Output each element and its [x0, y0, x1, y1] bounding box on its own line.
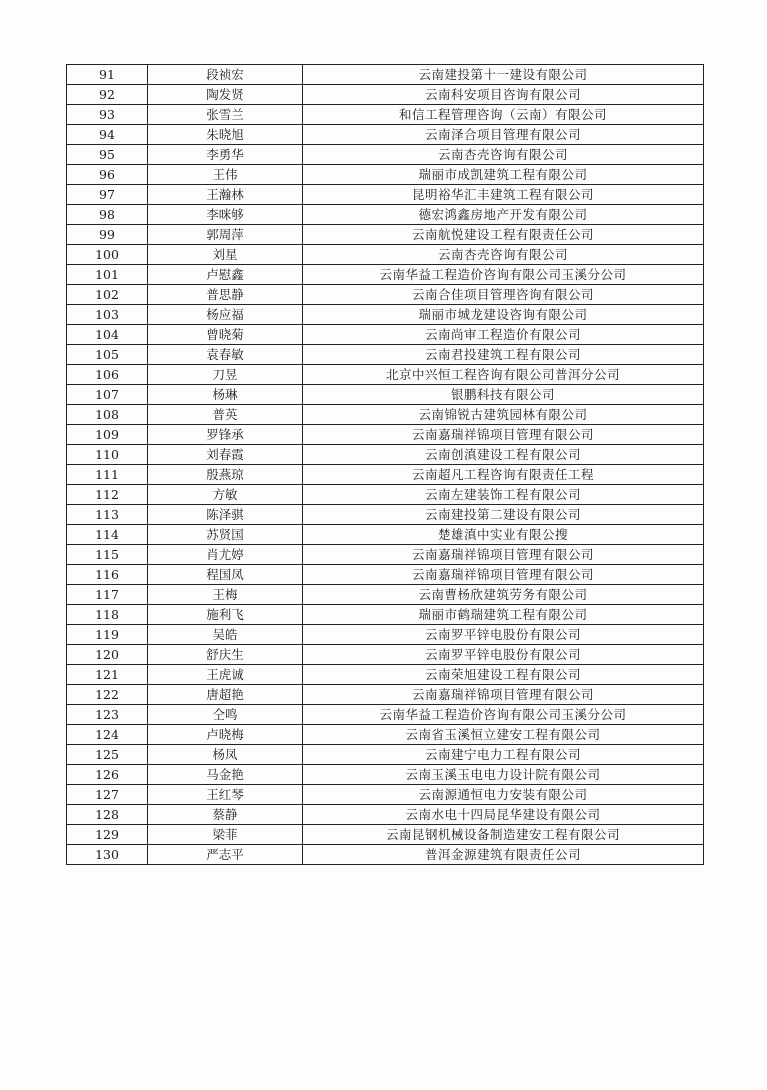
company-name-cell: 云南曹杨欣建筑劳务有限公司: [303, 585, 704, 605]
row-number-cell: 127: [67, 785, 148, 805]
company-name-cell: 云南省玉溪恒立建安工程有限公司: [303, 725, 704, 745]
table-row: [67, 365, 704, 385]
row-number-cell: 107: [67, 385, 148, 405]
table-row: [67, 265, 704, 285]
company-name-cell: 云南嘉瑞祥锦项目管理有限公司: [303, 565, 704, 585]
row-number-cell: 129: [67, 825, 148, 845]
person-name-cell: 马金艳: [148, 765, 303, 785]
table-row: [67, 405, 704, 425]
row-number-cell: 121: [67, 665, 148, 685]
company-name-cell: 和信工程管理咨询（云南）有限公司: [303, 105, 704, 125]
person-name-cell: 王瀚林: [148, 185, 303, 205]
company-name-cell: 云南源通恒电力安装有限公司: [303, 785, 704, 805]
person-name-cell: 朱晓旭: [148, 125, 303, 145]
company-name-cell: 云南华益工程造价咨询有限公司玉溪分公司: [303, 705, 704, 725]
table-row: [67, 305, 704, 325]
table-row: [67, 285, 704, 305]
person-name-cell: 杨应福: [148, 305, 303, 325]
row-number-cell: 96: [67, 165, 148, 185]
company-name-cell: 云南尚审工程造价有限公司: [303, 325, 704, 345]
company-name-cell: 昆明裕华汇丰建筑工程有限公司: [303, 185, 704, 205]
company-name-cell: 楚雄滇中实业有限公搜: [303, 525, 704, 545]
company-name-cell: 云南左建装饰工程有限公司: [303, 485, 704, 505]
personnel-table-body: [67, 65, 704, 865]
table-row: [67, 145, 704, 165]
row-number-cell: 125: [67, 745, 148, 765]
row-number-cell: 128: [67, 805, 148, 825]
person-name-cell: 刀昱: [148, 365, 303, 385]
person-name-cell: 刘星: [148, 245, 303, 265]
table-row: [67, 685, 704, 705]
company-name-cell: 瑞丽市成凯建筑工程有限公司: [303, 165, 704, 185]
table-row: [67, 805, 704, 825]
company-name-cell: 云南罗平锌电股份有限公司: [303, 645, 704, 665]
table-row: [67, 645, 704, 665]
company-name-cell: 云南锦锐古建筑园林有限公司: [303, 405, 704, 425]
table-row: [67, 125, 704, 145]
table-row: [67, 505, 704, 525]
person-name-cell: 梁菲: [148, 825, 303, 845]
table-row: [67, 65, 704, 85]
row-number-cell: 94: [67, 125, 148, 145]
row-number-cell: 119: [67, 625, 148, 645]
person-name-cell: 王虎诚: [148, 665, 303, 685]
table-row: [67, 545, 704, 565]
company-name-cell: 云南杏壳咨询有限公司: [303, 245, 704, 265]
table-row: [67, 465, 704, 485]
row-number-cell: 104: [67, 325, 148, 345]
table-row: [67, 585, 704, 605]
person-name-cell: 段祯宏: [148, 65, 303, 85]
row-number-cell: 92: [67, 85, 148, 105]
company-name-cell: 云南君投建筑工程有限公司: [303, 345, 704, 365]
company-name-cell: 云南创滇建设工程有限公司: [303, 445, 704, 465]
table-row: [67, 385, 704, 405]
table-row: [67, 225, 704, 245]
company-name-cell: 云南建宁电力工程有限公司: [303, 745, 704, 765]
row-number-cell: 109: [67, 425, 148, 445]
company-name-cell: 云南嘉瑞祥锦项目管理有限公司: [303, 685, 704, 705]
table-row: [67, 425, 704, 445]
company-name-cell: 云南水电十四局昆华建设有限公司: [303, 805, 704, 825]
company-name-cell: 瑞丽市城龙建设咨询有限公司: [303, 305, 704, 325]
table-row: [67, 705, 704, 725]
person-name-cell: 李咪够: [148, 205, 303, 225]
person-name-cell: 肖尤婷: [148, 545, 303, 565]
row-number-cell: 101: [67, 265, 148, 285]
person-name-cell: 蔡静: [148, 805, 303, 825]
row-number-cell: 123: [67, 705, 148, 725]
row-number-cell: 100: [67, 245, 148, 265]
row-number-cell: 126: [67, 765, 148, 785]
table-row: [67, 765, 704, 785]
row-number-cell: 97: [67, 185, 148, 205]
row-number-cell: 99: [67, 225, 148, 245]
company-name-cell: 云南航悦建设工程有限责任公司: [303, 225, 704, 245]
person-name-cell: 张雪兰: [148, 105, 303, 125]
company-name-cell: 北京中兴恒工程咨询有限公司普洱分公司: [303, 365, 704, 385]
person-name-cell: 王红琴: [148, 785, 303, 805]
row-number-cell: 112: [67, 485, 148, 505]
person-name-cell: 刘春霞: [148, 445, 303, 465]
person-name-cell: 唐超艳: [148, 685, 303, 705]
table-row: [67, 485, 704, 505]
row-number-cell: 108: [67, 405, 148, 425]
person-name-cell: 郭周萍: [148, 225, 303, 245]
row-number-cell: 93: [67, 105, 148, 125]
company-name-cell: 云南科安项目咨询有限公司: [303, 85, 704, 105]
table-row: [67, 825, 704, 845]
company-name-cell: 银鹏科技有限公司: [303, 385, 704, 405]
person-name-cell: 仝鸣: [148, 705, 303, 725]
person-name-cell: 陈泽骐: [148, 505, 303, 525]
company-name-cell: 德宏鸿鑫房地产开发有限公司: [303, 205, 704, 225]
company-name-cell: 云南罗平锌电股份有限公司: [303, 625, 704, 645]
person-name-cell: 杨凤: [148, 745, 303, 765]
company-name-cell: 云南泽合项目管理有限公司: [303, 125, 704, 145]
table-row: [67, 105, 704, 125]
person-name-cell: 普英: [148, 405, 303, 425]
row-number-cell: 117: [67, 585, 148, 605]
table-row: [67, 665, 704, 685]
table-row: [67, 345, 704, 365]
person-name-cell: 李勇华: [148, 145, 303, 165]
company-name-cell: 云南玉溪玉电电力设计院有限公司: [303, 765, 704, 785]
company-name-cell: 云南合佳项目管理咨询有限公司: [303, 285, 704, 305]
person-name-cell: 曾晓菊: [148, 325, 303, 345]
company-name-cell: 云南嘉瑞祥锦项目管理有限公司: [303, 545, 704, 565]
company-name-cell: 云南嘉瑞祥锦项目管理有限公司: [303, 425, 704, 445]
person-name-cell: 卢慰鑫: [148, 265, 303, 285]
person-name-cell: 王梅: [148, 585, 303, 605]
row-number-cell: 103: [67, 305, 148, 325]
company-name-cell: 瑞丽市鹤瑞建筑工程有限公司: [303, 605, 704, 625]
table-row: [67, 745, 704, 765]
row-number-cell: 98: [67, 205, 148, 225]
company-name-cell: 云南华益工程造价咨询有限公司玉溪分公司: [303, 265, 704, 285]
company-name-cell: 云南建投第十一建设有限公司: [303, 65, 704, 85]
row-number-cell: 95: [67, 145, 148, 165]
row-number-cell: 111: [67, 465, 148, 485]
table-row: [67, 625, 704, 645]
person-name-cell: 施利飞: [148, 605, 303, 625]
row-number-cell: 106: [67, 365, 148, 385]
table-row: [67, 185, 704, 205]
row-number-cell: 118: [67, 605, 148, 625]
row-number-cell: 130: [67, 845, 148, 865]
company-name-cell: 普洱金源建筑有限责任公司: [303, 845, 704, 865]
table-row: [67, 725, 704, 745]
row-number-cell: 110: [67, 445, 148, 465]
person-name-cell: 普思静: [148, 285, 303, 305]
row-number-cell: 113: [67, 505, 148, 525]
person-name-cell: 王伟: [148, 165, 303, 185]
table-row: [67, 845, 704, 865]
table-row: [67, 605, 704, 625]
table-row: [67, 785, 704, 805]
person-name-cell: 罗锋承: [148, 425, 303, 445]
table-row: [67, 445, 704, 465]
table-row: [67, 525, 704, 545]
table-row: [67, 245, 704, 265]
person-name-cell: 苏贤国: [148, 525, 303, 545]
person-name-cell: 袁春敏: [148, 345, 303, 365]
company-name-cell: 云南超凡工程咨询有限责任工程: [303, 465, 704, 485]
table-row: [67, 565, 704, 585]
personnel-table: [66, 64, 704, 865]
row-number-cell: 102: [67, 285, 148, 305]
row-number-cell: 120: [67, 645, 148, 665]
person-name-cell: 杨琳: [148, 385, 303, 405]
row-number-cell: 114: [67, 525, 148, 545]
company-name-cell: 云南杏壳咨询有限公司: [303, 145, 704, 165]
row-number-cell: 115: [67, 545, 148, 565]
table-row: [67, 205, 704, 225]
person-name-cell: 舒庆生: [148, 645, 303, 665]
row-number-cell: 124: [67, 725, 148, 745]
company-name-cell: 云南昆钢机械设备制造建安工程有限公司: [303, 825, 704, 845]
table-row: [67, 165, 704, 185]
person-name-cell: 严志平: [148, 845, 303, 865]
table-row: [67, 85, 704, 105]
person-name-cell: 方敏: [148, 485, 303, 505]
row-number-cell: 91: [67, 65, 148, 85]
table-row: [67, 325, 704, 345]
person-name-cell: 程国凤: [148, 565, 303, 585]
row-number-cell: 105: [67, 345, 148, 365]
company-name-cell: 云南荣旭建设工程有限公司: [303, 665, 704, 685]
person-name-cell: 殷燕琼: [148, 465, 303, 485]
person-name-cell: 卢晓梅: [148, 725, 303, 745]
person-name-cell: 陶发贤: [148, 85, 303, 105]
company-name-cell: 云南建投第二建设有限公司: [303, 505, 704, 525]
row-number-cell: 122: [67, 685, 148, 705]
row-number-cell: 116: [67, 565, 148, 585]
person-name-cell: 吴皓: [148, 625, 303, 645]
